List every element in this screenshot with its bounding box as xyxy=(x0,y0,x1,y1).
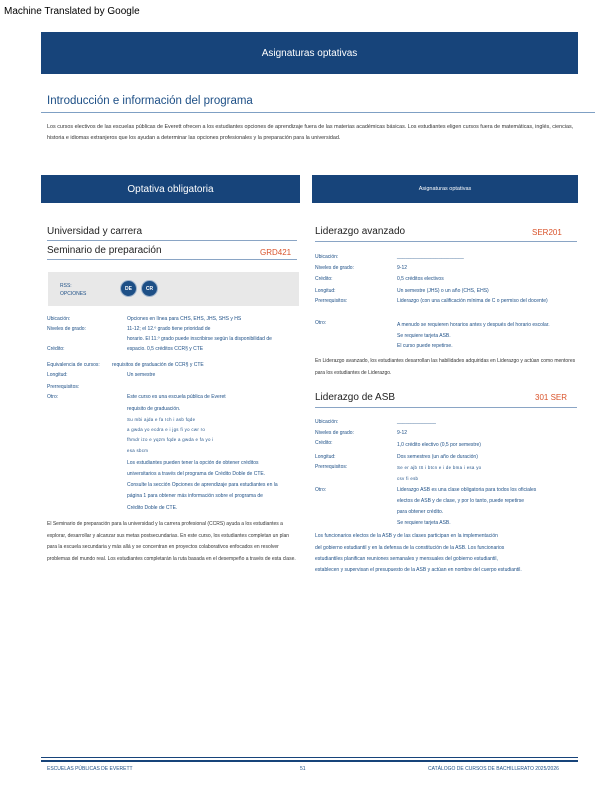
footer-district: ESCUELAS PÚBLICAS DE EVERETT xyxy=(47,766,133,772)
label-niveles: Niveles de grado: xyxy=(47,326,86,332)
section-title: Universidad y carrera xyxy=(47,226,143,237)
course-code-advanced: SER201 xyxy=(532,228,562,237)
options-box xyxy=(48,272,299,306)
value-niveles-2: horario. El 11.º grado puede inscribirse según la disponibilidad de xyxy=(127,336,272,342)
r1-label-prerreq: Prerrequisitos: xyxy=(315,298,348,304)
asb-desc-line-2: del gobierno estudiantil y en la defensa de la constitución de la ASB. Los funcionarios xyxy=(315,545,505,551)
intro-divider xyxy=(41,112,595,113)
r1-value-credito: 0,5 créditos electivos xyxy=(397,276,444,282)
r2-label-prerreq: Prerrequisitos: xyxy=(315,464,348,470)
r1-value-prerreq: Liderazgo (con una calificación mínima de C o permiso del docente) xyxy=(397,298,548,304)
right-column-header xyxy=(312,175,578,203)
label-longitud: Longitud: xyxy=(47,372,68,378)
course-code: GRD421 xyxy=(260,248,292,257)
r2-label-niveles: Niveles de grado: xyxy=(315,430,354,436)
r1-value-longitud: Un semestre (JHS) o un año (CHS, EHS) xyxy=(397,288,489,294)
banner-title: Asignaturas optativas xyxy=(261,47,358,59)
value-otro-6: Consulte la sección Opciones de aprendizaje para estudiantes en la xyxy=(127,482,278,488)
right-header-label: Asignaturas optativas xyxy=(418,186,472,192)
r1-value-otro-3: El curso puede repetirse. xyxy=(397,343,453,349)
value-otro-7: página 1 para obtener más información sobre el programa de xyxy=(127,493,263,499)
box-label-rss: RSS: xyxy=(60,283,72,289)
garbled-line-1: Su mbi ajda e fa Ich i asb fqde xyxy=(127,417,196,422)
value-otro-4: Los estudiantes pueden tener la opción de obtener créditos xyxy=(127,460,259,466)
r1-label-niveles: Niveles de grado: xyxy=(315,265,354,271)
value-longitud: Un semestre xyxy=(127,372,156,378)
r2-garbled-prerreq-2: csv fi esb xyxy=(397,476,419,481)
r1-value-otro-1: A menudo se requieren horarios antes y después del horario escolar. xyxy=(397,322,550,328)
value-otro-8: Crédito Doble de CTE. xyxy=(127,505,178,511)
garbled-line-4: esa sbcm xyxy=(127,448,149,453)
garbled-line-3: fhmdr izo e yqzm fqde a gwda e fa yo i xyxy=(127,437,214,442)
r2-label-credito: Crédito: xyxy=(315,440,333,446)
label-otro: Otro: xyxy=(47,394,59,400)
r1-value-ubicacion: ________________________ xyxy=(397,254,464,260)
online-credit-badge: CR xyxy=(141,280,158,297)
label-credito: Crédito: xyxy=(47,346,65,352)
r2-value-ubicacion: ______________ xyxy=(397,419,436,425)
value-niveles-1: 11-12; el 12.º grado tiene prioridad de xyxy=(127,326,211,332)
r2-label-ubicacion: Ubicación: xyxy=(315,419,339,425)
asb-desc-line-4: establecen y supervisan el presupuesto de la ASB y actúan en nombre del cuerpo estudiantil. xyxy=(315,567,522,573)
intro-text: Los cursos electivos de las escuelas públicas de Everett ofrecen a los estudiantes opciones de aprendizaje fuera de las materias académicas básicas. Los estudiantes eligen cursos fuera de matemáticas, inglés, ciencias, historia e idiomas extranjeros que los ayudan a determinar las opciones profesionales y la preparación para la universidad. xyxy=(47,124,574,141)
intro-title: Introducción e información del programa xyxy=(47,95,253,107)
footer-rule-thin xyxy=(41,757,578,758)
page-banner xyxy=(41,32,578,74)
section-divider xyxy=(47,240,297,241)
asb-divider xyxy=(315,407,577,408)
left-header-label: Optativa obligatoria xyxy=(127,183,214,195)
footer-page-number: 51 xyxy=(300,766,306,772)
course-title-advanced: Liderazgo avanzado xyxy=(315,226,406,237)
r2-label-longitud: Longitud: xyxy=(315,454,336,460)
r2-value-otro-3: para obtener crédito. xyxy=(397,509,444,515)
garbled-line-2: a gwda yo ecdra e i jgs fi yo cwr ro xyxy=(127,427,206,432)
dual-enrollment-badge: DE xyxy=(120,280,137,297)
r2-value-niveles: 9-12 xyxy=(397,430,408,436)
label-ubicacion: Ubicación: xyxy=(47,316,71,322)
r1-value-niveles: 9-12 xyxy=(397,265,408,271)
course-title: Seminario de preparación xyxy=(47,245,162,256)
advanced-description: En Liderazgo avanzado, los estudiantes desarrollan las habilidades adquiridas en Liderazgo y actúan como mentores para los estudiantes de Liderazgo. xyxy=(315,358,576,376)
r2-value-credito: 1,0 crédito electivo (0,5 por semestre) xyxy=(397,442,481,448)
value-otro-5: universitarios a través del programa de Crédito Doble de CTE. xyxy=(127,471,266,477)
value-equivalencia: requisitos de graduación de CCR§ y CTE xyxy=(112,362,204,368)
r1-label-otro: Otro: xyxy=(315,320,327,326)
r2-value-otro-1: Liderazgo ASB es una clase obligatoria para todos los oficiales xyxy=(397,487,537,493)
advanced-divider xyxy=(315,241,577,242)
box-label-options: OPCIONES xyxy=(60,291,87,297)
r1-label-credito: Crédito: xyxy=(315,276,333,282)
r1-label-ubicacion: Ubicación: xyxy=(315,254,339,260)
machine-translation-note: Machine Translated by Google xyxy=(4,6,140,17)
r1-value-otro-2: Se requiere tarjeta ASB. xyxy=(397,333,451,339)
r2-value-otro-4: Se requiere tarjeta ASB. xyxy=(397,520,451,526)
course-divider xyxy=(47,259,297,260)
label-equivalencia: Equivalencia de cursos: xyxy=(47,362,100,368)
course-code-asb: 301 SER xyxy=(535,393,568,402)
value-ubicacion: Opciones en línea para CHS, EHS, JHS, SHS y HS xyxy=(127,316,242,322)
asb-desc-line-1: Los funcionarios electos de la ASB y de las clases participan en la implementación xyxy=(315,533,498,539)
value-otro-2: requisito de graduación. xyxy=(127,406,181,412)
course-title-asb: Liderazgo de ASB xyxy=(315,392,396,403)
r2-label-otro: Otro: xyxy=(315,487,327,493)
value-niveles-3: espacio. 0,5 créditos CCR§ y CTE xyxy=(127,346,204,352)
r2-value-otro-2: electos de ASB y de clase, y por lo tanto, puede repetirse xyxy=(397,498,525,504)
r1-label-longitud: Longitud: xyxy=(315,288,336,294)
r2-value-longitud: Dos semestres (un año de duración) xyxy=(397,454,478,460)
asb-desc-line-3: estudiantiles planifican reuniones semanales y mensuales del gobierno estudiantil, xyxy=(315,556,498,562)
footer-catalog: CATÁLOGO DE CURSOS DE BACHILLERATO 2025/2026 xyxy=(428,766,559,772)
footer-rule-thick xyxy=(41,760,578,762)
left-column-header xyxy=(41,175,300,203)
label-prerreq: Prerrequisitos: xyxy=(47,384,80,390)
course-description: El Seminario de preparación para la universidad y la carrera profesional (CCRS) ayuda a los estudiantes a explorar, desarrollar y alcanzar sus metas postsecundarias. En este curso, los estudiantes completan un plan para la escuela secundaria y más allá y se concentran en proyectos colaborativos enfocados en resolver problemas del mundo real. Los estudiantes completarán la ruta basada en el desempeño a través de esta clase. xyxy=(47,521,296,562)
value-otro-1: Este curso es una escuela pública de Everet xyxy=(127,394,226,400)
r2-garbled-prerreq-1: Se er ajb IS i btcn e i de bma i esa yo xyxy=(397,465,482,470)
